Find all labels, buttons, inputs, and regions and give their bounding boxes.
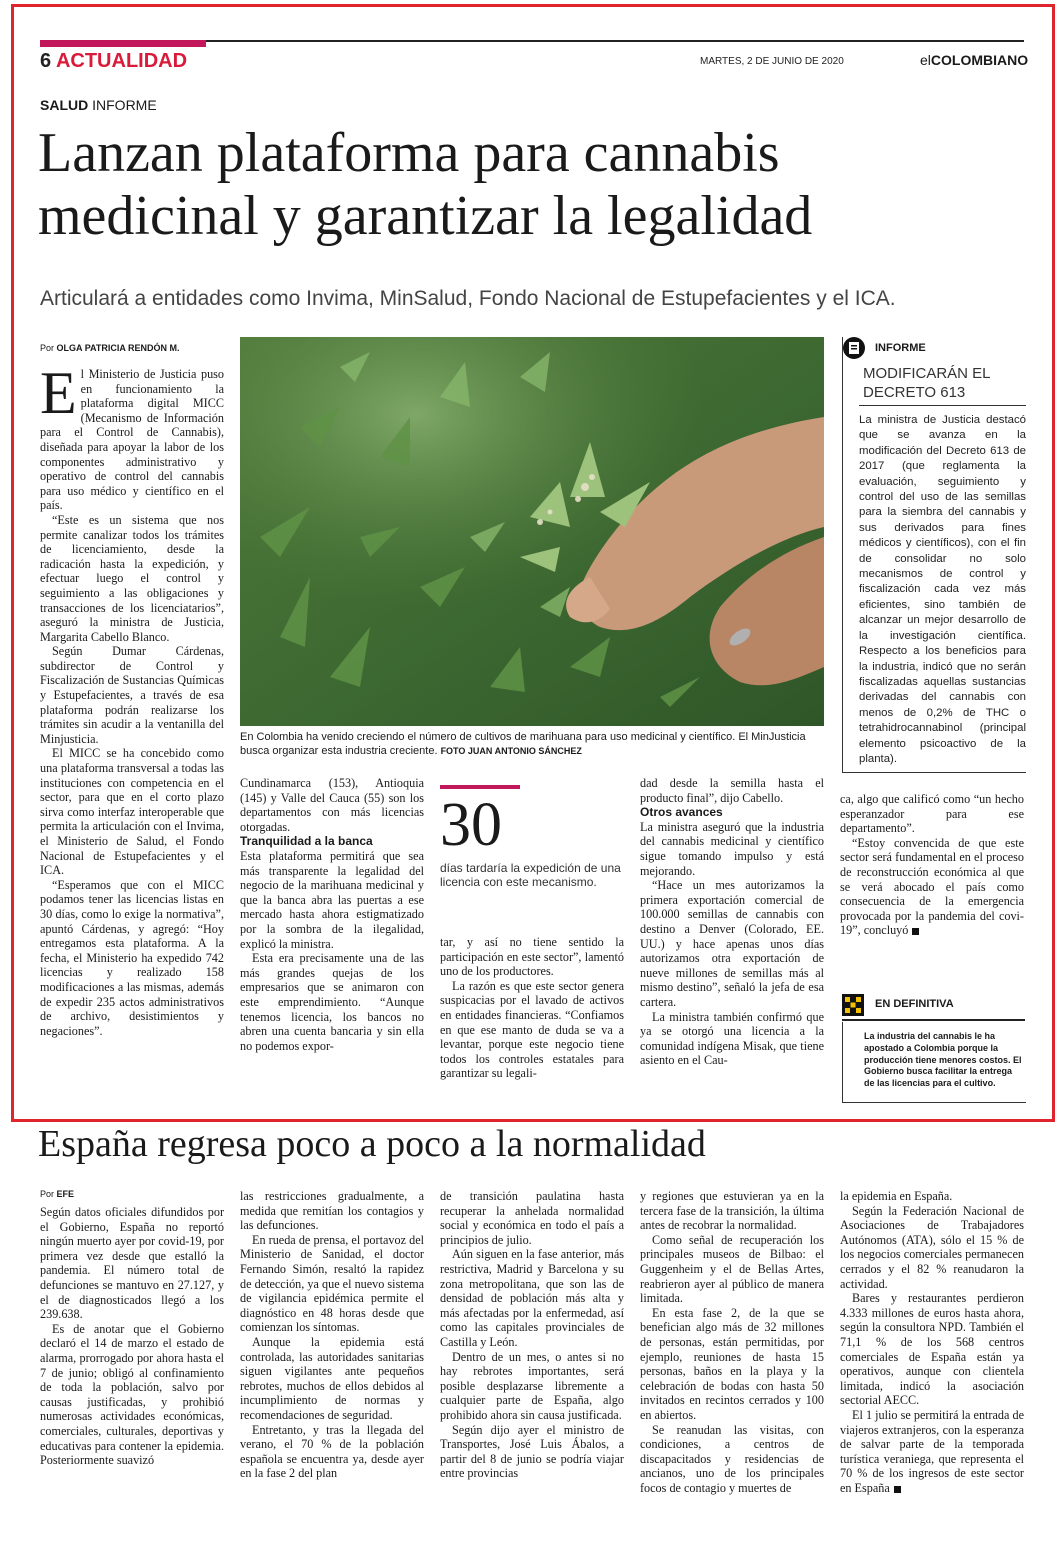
paragraph: La ministra aseguró que la industria del cannabis medicinal y científico sigue tomando impulso y está mejorando. [640,819,824,878]
summary-rule [842,1019,1025,1021]
page-number: 6 [40,50,52,72]
paragraph: dad desde la semilla hasta el producto final”, dijo Cabello. [640,776,824,805]
paragraph: Bares y restaurantes perdieron 4.333 millones de euros hasta ahora, según la consultora NPD. También el 71,1 % de los 568 centros comerciales de España están ya operativos, aunque con clientela limitada, indicó la asociación sectorial AECC. [840,1291,1024,1408]
summary-label: EN DEFINITIVA [875,998,954,1010]
paragraph: Según Dumar Cárdenas, subdirector de Control y Fiscalización de Sustancias Químicas y Estupefacientes, a través de esa plataforma podrán realizarse los trámites sin acudir a la ventanilla del Minjusticia. [40,644,224,746]
article-byline: Por OLGA PATRICIA RENDÓN M. [40,343,180,353]
spain-column-3 [440,1189,624,1481]
summary-icon [842,994,864,1016]
spain-byline: Por EFE [40,1189,75,1199]
paragraph: las restricciones gradualmente, a medida que remitían los contagios y las defunciones. [240,1189,424,1233]
section-accent-bar [40,40,206,47]
sidebar-label: INFORME [875,342,926,354]
newspaper-logo: elCOLOMBIANO [920,52,1029,68]
paragraph: Dentro de un mes, o antes si no hay rebrotes importantes, será posible desplazarse libremente a cualquier parte de España, algo prohibido ahora sin causa justificada. [440,1349,624,1422]
paragraph: ca, algo que calificó como “un hecho esperanzador para ese departamento”. [840,792,1024,836]
paragraph: tar, y así no tiene sentido la participación en este sector”, lamentó uno de los productores. [440,935,624,979]
section-header [40,50,187,73]
paragraph: Es de anotar que el Gobierno declaró el 14 de marzo el estado de alarma, prorrogado por ahora hasta el 7 de junio; obligó al confinamiento de toda la población, salvo por causas justificadas, y prohibió numerosas actividades económicas, comerciales, culturales, deportivas y educativas para contener la epidemia. Posteriormente suavizó [40,1321,224,1468]
document-icon [843,337,865,359]
issue-date: MARTES, 2 DE JUNIO DE 2020 [700,56,844,67]
photo-credit: FOTO JUAN ANTONIO SÁNCHEZ [440,746,582,756]
cannabis-photo [240,337,824,726]
sidebar-text: La ministra de Justicia destacó que se avanza en la modificación del Decreto 613 de 2017 (que reglamenta la evaluación, seguimiento y control del uso de las semillas para la siembra del cannabis y sus derivados para fines médicos y científicos), con el fin de consolidar no solo mecanismos de control y fiscalización cada vez más eficientes, sino también de alcanzar un mejor desarrollo de la investigación científica. Respecto a los beneficios para la industria, indicó que no serán fiscalizadas aquellas sustancias derivadas del cannabis con menos de 0,2% de THC o tetrahidrocannabinol (principal elemento psicoactivo de la planta). [859,414,1026,765]
paragraph: Según datos oficiales difundidos por el Gobierno, España no reportó ningún muerto ayer por covid-19, por primera vez desde que estalló la pandemia. El número total de defunciones se mantuvo en 27.127, y el de diagnosticados llegó a los 239.638. [40,1205,224,1322]
paragraph: “Estoy convencida de que este sector será fundamental en el proceso de reconstrucción económica al que se verá abocado el país como consecuencia de la emergencia provocada por la pandemia del covi-19”, concluyó [840,835,1024,938]
paragraph: Se reanudan las visitas, con condiciones, a centros de discapacitados y residencias de ancianos, uno de los principales focos de contagio y muertes de [640,1422,824,1495]
spain-column-2 [240,1189,424,1481]
sidebar-rule [859,405,1026,406]
paragraph: La razón es que este sector genera suspicacias por el lavado de activos en entidades financieras. “Confiamos en que ese manto de duda se va a levantar, porque este negocio tiene todos los controles estatales para garantizar su legali- [440,978,624,1081]
paragraph: Esta plataforma permitirá que sea más transparente la legalidad del negocio de la marihuana medicinal y que la banca abra las puertas a ese mercado hasta ahora estigmatizado por la sombra de la ilegalidad, explicó la ministra. [240,848,424,951]
paragraph: Cundinamarca (153), Antioquia (145) y Valle del Cauca (55) son los departamentos con más licencias otorgadas. [240,776,424,834]
article-headline: Lanzan plataforma para cannabis medicinal y garantizar la legalidad [38,122,813,247]
drop-cap: E [40,360,77,426]
summary-text: La industria del cannabis le ha apostado a Colombia porque la producción tiene menores costos. El Gobierno busca facilitar la entrega de las licencias para el cultivo. [864,1031,1022,1089]
article-subhead: Articulará a entidades como Invima, MinSalud, Fondo Nacional de Estupefacientes y el ICA. [40,287,896,310]
article-column-5 [840,792,1024,938]
section-name: ACTUALIDAD [55,50,188,72]
spain-column-5 [840,1189,1024,1495]
paragraph: En rueda de prensa, el portavoz del Ministerio de Sanidad, el doctor Fernando Simón, resaltó la rapidez de detección, ya que el nuevo sistema de vigilancia epidémica permite el diagnóstico en 48 horas desde que comienzan los síntomas. [240,1232,424,1335]
paragraph: La ministra también confirmó que ya se otorgó una licencia a la comunidad indígena Misak, que tiene asiento en el Cau- [640,1009,824,1068]
paragraph: En esta fase 2, de la que se benefician algo más de 32 millones de personas, están permitidas, por ejemplo, reuniones de hasta 15 personas, baños en la playa y la celebración de bodas con hasta 50 invitados en recintos cerrados y 100 en abiertos. [640,1305,824,1422]
paragraph: “Esperamos que con el MICC podamos tener las licencias listas en 30 días, como lo exige la normativa”, apuntó Cárdenas, y agregó: “Hoy entregamos esta plataforma. A la fecha, el Ministerio ha expedido 742 licencias y realizado 158 modificaciones a las mismas, además de expedir 235 actos administrativos de archivo, desistimientos y negaciones”. [40,877,224,1038]
article-kicker: SALUD INFORME [40,97,157,113]
paragraph: Como señal de recuperación los principales museos de Bilbao: el Guggenheim y el de Bellas Artes, reabrieron ayer al público de manera limitada. [640,1232,824,1306]
paragraph: Aún siguen en la fase anterior, más restrictiva, Madrid y Barcelona y su zona metropolitana, que son las de densidad de población más alta y más afectadas por la enfermedad, así como las capitales provinciales de Castilla y León. [440,1247,624,1349]
sidebar-informe [842,337,1026,773]
end-mark-icon [894,1486,901,1493]
paragraph: Esta era precisamente una de las más grandes quejas de los empresarios que se animaron con este emprendimiento. “Aunque tenemos licencia, los bancos no abren una cuenta bancaria y sin ella no podemos expor- [240,951,424,1053]
paragraph: Entretanto, y tras la llegada del verano, el 70 % de la población española se encuentra ya, desde ayer en la fase 2 del plan [240,1422,424,1481]
key-figure [440,785,630,889]
article-column-1 [40,360,224,1038]
paragraph: Según dijo ayer el ministro de Transportes, José Luis Ábalos, a partir del 8 de junio se podría viajar entre provincias [440,1422,624,1481]
photo-caption: En Colombia ha venido creciendo el número de cultivos de marihuana para uso medicinal y científico. El MinJusticia busca organizar esta industria creciente. FOTO JUAN ANTONIO SÁNCHEZ [240,731,806,757]
paragraph: “Hace un mes autorizamos la primera exportación comercial de 100.000 semillas de cannabis con destino a Denver (Colorado, EE. UU.) y hace apenas unos días autorizamos otra exportación de nueve millones de semillas más al mismo destino”, señaló la jefa de esa cartera. [640,878,824,1009]
end-mark-icon [912,928,919,935]
key-figure-number: 30 [440,791,502,859]
key-figure-text: días tardaría la expedición de una licencia con este mecanismo. [440,861,621,889]
paragraph: Según la Federación Nacional de Asociaciones de Trabajadores Autónomos (ATA), sólo el 15 % de los negocios comerciales permanecen cerrados y el 82 % reanudaron la actividad. [840,1203,1024,1291]
paragraph: de transición paulatina hasta recuperar la anhelada normalidad social y económica en todo el país a principios de julio. [440,1189,624,1247]
subheading-avances: Otros avances [640,805,723,820]
spain-column-4 [640,1189,824,1495]
paragraph: “Este es un sistema que nos permite canalizar todos los trámites de licenciamiento, desde la radicación hasta la expedición, y efectuar luego el control y seguimiento a las obligaciones y transacciones de los licenciatarios”, aseguró la ministra de Justicia, Margarita Cabello Blanco. [40,512,224,644]
sidebar-title: MODIFICARÁN EL DECRETO 613 [863,365,991,401]
spain-column-1 [40,1205,224,1468]
paragraph: Aunque la epidemia está controlada, las autoridades sanitarias siguen vigilantes ante pequeños rebrotes, muchos de ellos debidos al incumplimiento de normas y recomendaciones de seguridad. [240,1334,424,1422]
article-column-4 [640,776,824,1068]
paragraph: y regiones que estuvieran ya en la tercera fase de la transición, la última antes de recobrar la normalidad. [640,1189,824,1233]
lead-paragraph: El Ministerio de Justicia puso en funcionamiento la plataforma digital MICC (Mecanismo de Información para el Control de Cannabis), diseñada para apoyar la labor de los componentes administrativo y operativo de control del cannabis para uso médico y científico en el país. [40,360,224,513]
article-column-2 [240,776,424,1053]
paragraph: El MICC se ha concebido como una plataforma transversal a todas las instituciones con competencia en el sector, para que en el corto plazo sirva como interfaz interoperable que permita la articulación con el Invima, el Ministerio de Salud, el Fondo Nacional de Estupefacientes y el ICA. [40,746,224,878]
paragraph: El 1 julio se permitirá la entrada de viajeros extranjeros, con la esperanza de salvar parte de la temporada turística veraniega, que representa el 70 % de los ingresos de este sector en España [840,1407,1024,1495]
spain-headline: España regresa poco a poco a la normalidad [38,1123,706,1165]
article-column-3 [440,935,624,1081]
paragraph: la epidemia en España. [840,1189,953,1203]
subheading-banca: Tranquilidad a la banca [240,834,373,849]
